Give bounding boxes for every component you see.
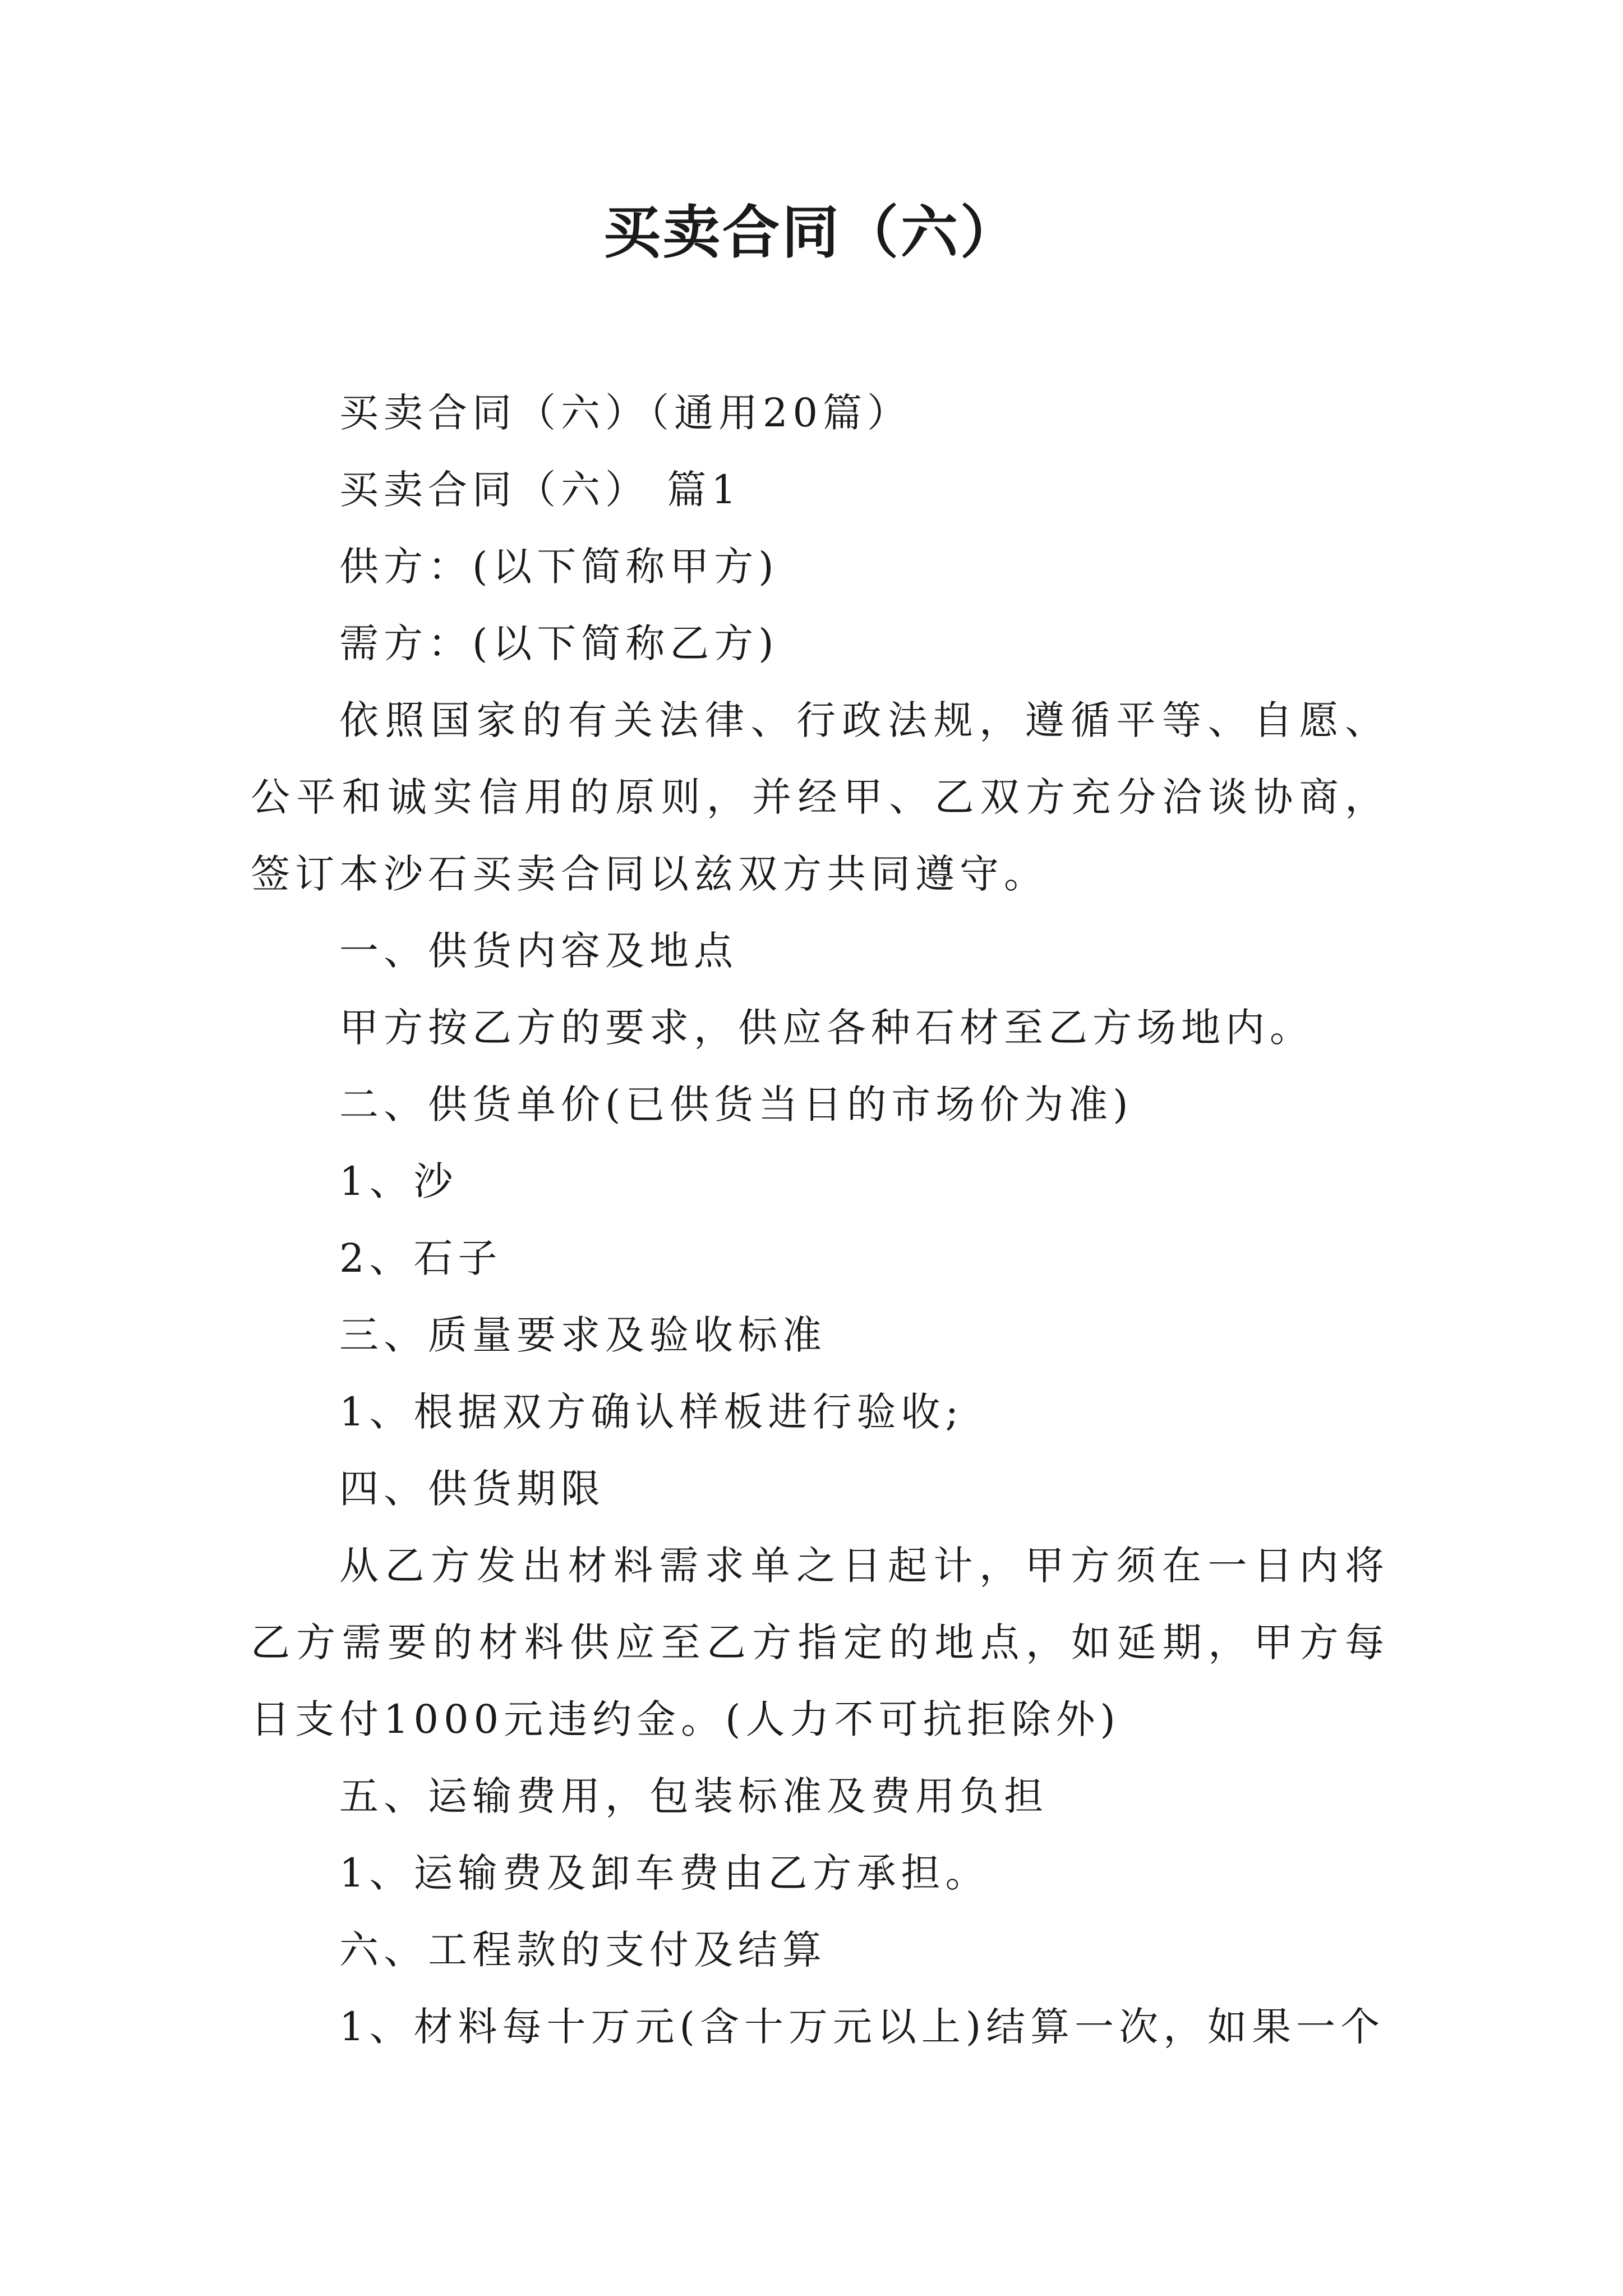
paragraph-subtitle: 买卖合同（六）（通用20篇） — [339, 390, 912, 436]
paragraph-clause-6-item-1: 1、材料每十万元(含十万元以上)结算一次，如果一个 — [339, 2004, 1385, 2050]
paragraph-supplier: 供方：(以下简称甲方) — [339, 544, 779, 590]
paragraph-clause-5-item-1: 1、运输费及卸车费由乙方承担。 — [339, 1850, 990, 1896]
paragraph-clause-6-heading: 六、工程款的支付及结算 — [339, 1927, 827, 1973]
paragraph-clause-1-body: 甲方按乙方的要求，供应各种石材至乙方场地内。 — [339, 1005, 1314, 1051]
paragraph-clause-5-heading: 五、运输费用，包装标准及费用负担 — [339, 1773, 1048, 1819]
paragraph-clause-2-heading: 二、供货单价(已供货当日的市场价为准) — [339, 1082, 1133, 1128]
paragraph-clause-4-body: 从乙方发出材料需求单之日起计，甲方须在一日内将乙方需要的材料供应至乙方指定的地点，如延期，甲方每日支付1000元违约金。(人力不可抗拒除外) — [251, 1543, 1389, 1742]
paragraph-buyer: 需方：(以下简称乙方) — [339, 620, 779, 666]
paragraph-preamble: 依照国家的有关法律、行政法规，遵循平等、自愿、公平和诚实信用的原则，并经甲、乙双方充分洽谈协商，签订本沙石买卖合同以兹双方共同遵守。 — [251, 697, 1389, 897]
paragraph-clause-3-item-1: 1、根据双方确认样板进行验收; — [339, 1389, 964, 1435]
paragraph-clause-3-heading: 三、质量要求及验收标准 — [339, 1312, 827, 1358]
document-title: 买卖合同（六） — [603, 199, 1020, 266]
paragraph-section-heading: 买卖合同（六） 篇1 — [339, 467, 741, 513]
paragraph-clause-2-item-1: 1、沙 — [339, 1158, 458, 1204]
document-body — [251, 375, 1389, 2065]
paragraph-clause-4-heading: 四、供货期限 — [339, 1466, 605, 1512]
paragraph-clause-1-heading: 一、供货内容及地点 — [339, 928, 738, 974]
paragraph-clause-2-item-2: 2、石子 — [339, 1235, 502, 1281]
